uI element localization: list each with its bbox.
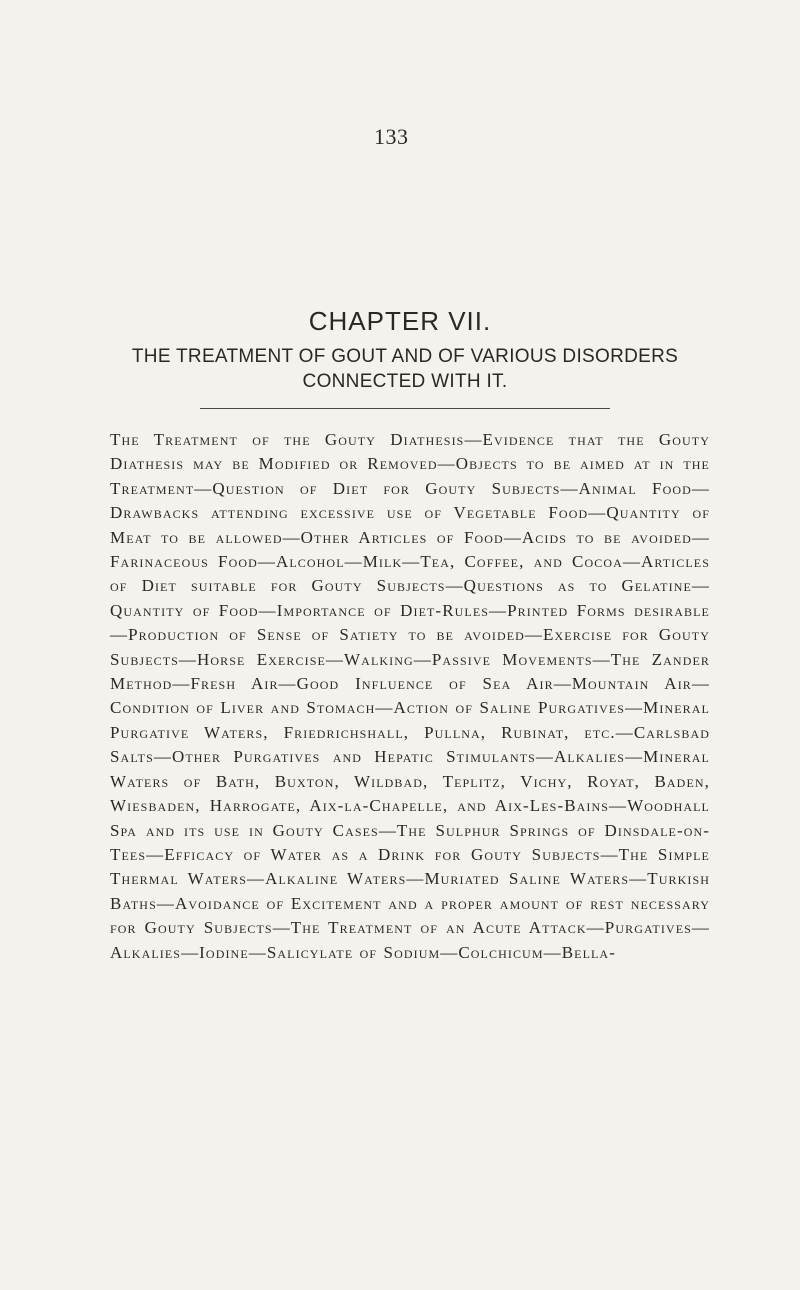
- chapter-heading: CHAPTER VII.: [308, 306, 492, 336]
- divider-rule: [200, 408, 610, 409]
- page-number: 133: [374, 124, 409, 149]
- chapter-synopsis: The Treatment of the Gouty Diathesis—Evidence that the Gouty Diathesis may be Modified or Removed—Objects to be aimed at in the Treatment—Question of Diet for Gouty Subjects—Animal Food—Drawbacks attending excessive use of Vegetable Food—Quantity of Meat to be allowed—Other Articles of Food—Acids to be avoided—Farinaceous Food—Alcohol—Milk—Tea, Coffee, and Cocoa—Articles of Diet suitable for Gouty Subjects—Questions as to Gelatine—Quantity of Food—Importance of Diet-Rules—Printed Forms desirable—Production of Sense of Satiety to be avoided—Exercise for Gouty Subjects—Horse Exercise—Walking—Passive Movements—The Zander Method—Fresh Air—Good Influence of Sea Air—Mountain Air—Condition of Liver and Stomach—Action of Saline Purgatives—Mineral Purgative Waters, Friedrichshall, Pullna, Rubinat, etc.—Carlsbad Salts—Other Purgatives and Hepatic Stimulants—Alkalies—Mineral Waters of Bath, Buxton, Wildbad, Teplitz, Vichy, Royat, Baden, Wiesbaden, Harrogate, Aix-la-Chapelle, and Aix-Les-Bains—Woodhall Spa and its use in Gouty Cases—The Sulphur Springs of Dinsdale-on-Tees—Efficacy of Water as a Drink for Gouty Subjects—The Simple Thermal Waters—Alkaline Waters—Muriated Saline Waters—Turkish Baths—Avoidance of Excitement and a proper amount of rest necessary for Gouty Subjects—The Treatment of an Acute Attack—Purgatives—Alkalies—Iodine—Salicylate of Sodium—Colchicum—Bella-: [110, 430, 710, 962]
- chapter-title: THE TREATMENT OF GOUT AND OF VARIOUS DISORDERS CONNECTED WITH IT.: [131, 346, 679, 392]
